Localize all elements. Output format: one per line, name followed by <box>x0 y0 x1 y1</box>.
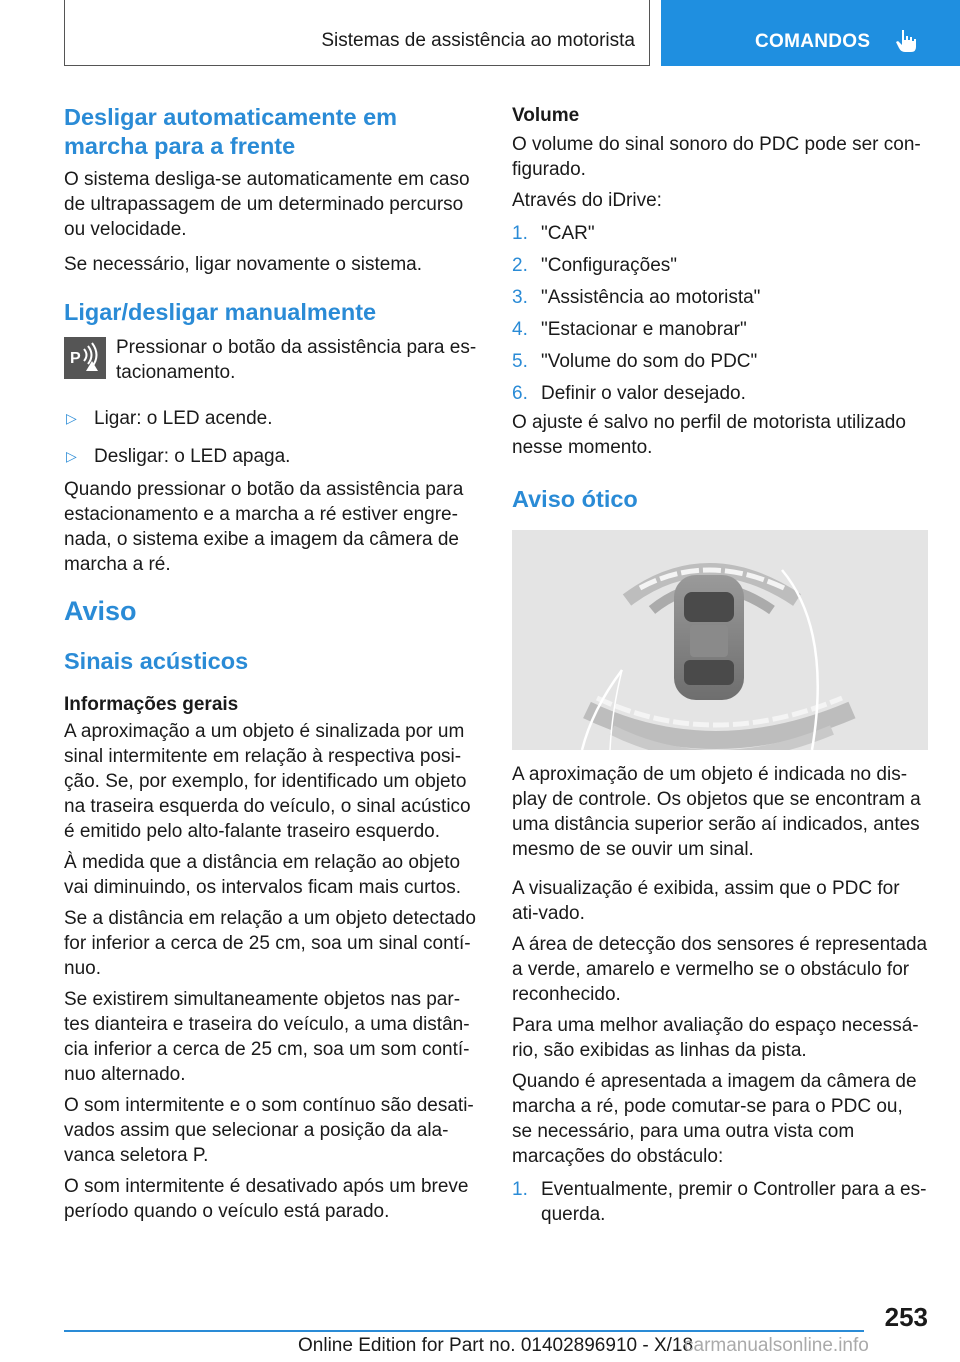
paragraph-1: A aproximação a um objeto é sinalizada por um sinal intermitente em relação à respectiva posi-ção. Se, por exemplo, for identificado um objeto na traseira esquerda do veículo, o sinal acústico é emitido pelo alto-falante traseiro esquerdo. <box>64 721 471 842</box>
paragraph-6: O som intermitente é desativado após um breve período quando o veículo está parado. <box>64 1176 469 1222</box>
heading-info: Informações gerais <box>64 694 239 715</box>
heading-auto-off: Desligar automaticamente em marcha para a frente <box>64 104 398 159</box>
pdc-display-illustration <box>512 530 928 750</box>
step-text: "CAR" <box>541 223 595 244</box>
svg-text:P: P <box>70 350 81 367</box>
paragraph-optico-4: Para uma melhor avaliação do espaço necessá-rio, são exibidas as linhas da pista. <box>512 1015 919 1061</box>
heading-aviso: Aviso <box>64 596 137 626</box>
step-item <box>512 285 928 310</box>
bullet-text: Ligar: o LED acende. <box>94 408 273 429</box>
step-number: 2. <box>512 255 528 276</box>
step-text: "Estacionar e manobrar" <box>541 319 747 340</box>
paragraph-optico-2: A visualização é exibida, assim que o PDC for ati-vado. <box>512 878 900 924</box>
right-column <box>512 100 928 1227</box>
step-number: 5. <box>512 351 528 372</box>
heading-volume: Volume <box>512 105 580 126</box>
bullet-text: Desligar: o LED apaga. <box>94 446 291 467</box>
bullet-item <box>64 406 478 431</box>
paragraph-saved: O ajuste é salvo no perfil de motorista utilizado nesse momento. <box>512 412 906 458</box>
controller-steps <box>512 1177 928 1227</box>
comandos-tab[interactable] <box>661 0 960 66</box>
step-item <box>512 381 928 406</box>
paragraph-4: Se existirem simultaneamente objetos nas par-tes dianteira e traseira do veículo, a uma distân-cia inferior a cerca de 25 cm, soa um som contí-nuo alternado. <box>64 989 470 1085</box>
heading-sinais: Sinais acústicos <box>64 648 249 674</box>
button-instruction <box>64 335 478 385</box>
step-item <box>512 1177 928 1227</box>
step-text: "Volume do som do PDC" <box>541 351 758 372</box>
paragraph-2: À medida que a distância em relação ao objeto vai diminuindo, os intervalos ficam mais curtos. <box>64 852 462 898</box>
step-item <box>512 317 928 342</box>
watermark-text: carmanualsonline.info <box>684 1335 869 1356</box>
hand-pointer-icon <box>893 28 919 54</box>
triangle-bullet-icon: ▷ <box>66 448 77 464</box>
step-item <box>512 253 928 278</box>
step-text: "Assistência ao motorista" <box>541 287 761 308</box>
page-number: 253 <box>884 1302 928 1332</box>
paragraph-reactivate: Se necessário, ligar novamente o sistema. <box>64 254 423 275</box>
step-item <box>512 221 928 246</box>
section-title: Sistemas de assistência ao motorista <box>321 30 635 51</box>
paragraph-optico-3: A área de detecção dos sensores é representada a verde, amarelo e vermelho se o obstáculo for reconhecido. <box>512 934 928 1005</box>
paragraph-auto-off: O sistema desliga-se automaticamente em caso de ultrapassagem de um determinado percurso ou velocidade. <box>64 169 470 240</box>
step-text: "Configurações" <box>541 255 678 276</box>
step-item <box>512 349 928 374</box>
idrive-steps <box>512 221 928 406</box>
step-number: 1. <box>512 1179 528 1200</box>
step-number: 3. <box>512 287 528 308</box>
paragraph-optico-5: Quando é apresentada a imagem da câmera de marcha a ré, pode comutar-se para o PDC ou, se necessário, para uma outra vista com marcações do obstáculo: <box>512 1071 917 1167</box>
step-number: 4. <box>512 319 528 340</box>
triangle-bullet-icon: ▷ <box>66 410 77 426</box>
heading-optico: Aviso ótico <box>512 486 638 512</box>
paragraph-volume: O volume do sinal sonoro do PDC pode ser con-figurado. <box>512 134 921 180</box>
paragraph-optico-1: A aproximação de um objeto é indicada no dis-play de controle. Os objetos que se encontram a uma distância superior serão aí indicados, antes mesmo de se ouvir um sinal. <box>512 764 921 860</box>
step-number: 1. <box>512 223 528 244</box>
paragraph-press-button: Pressionar o botão da assistência para es-tacionamento. <box>116 337 477 383</box>
header-section-box <box>64 0 650 66</box>
park-assist-button-icon <box>64 337 106 379</box>
step-text: Eventualmente, premir o Controller para a es-querda. <box>541 1179 927 1225</box>
paragraph-idrive: Através do iDrive: <box>512 190 662 211</box>
heading-manual: Ligar/desligar manualmente <box>64 299 377 325</box>
bullet-item <box>64 444 478 469</box>
paragraph-reverse: Quando pressionar o botão da assistência para estacionamento e a marcha a ré estiver engre-nada, o sistema exibe a imagem da câmera de marcha a ré. <box>64 479 464 575</box>
step-text: Definir o valor desejado. <box>541 383 746 404</box>
comandos-tab-label: COMANDOS <box>755 31 871 52</box>
step-number: 6. <box>512 383 528 404</box>
paragraph-5: O som intermitente e o som contínuo são desati-vados assim que selecionar a posição da ala-vanca seletora P. <box>64 1095 474 1166</box>
left-column <box>64 100 478 1224</box>
edition-text: Online Edition for Part no. 01402896910 - X/18 <box>298 1335 694 1356</box>
paragraph-3: Se a distância em relação a um objeto detectado for inferior a cerca de 25 cm, soa um sinal contí-nuo. <box>64 908 476 979</box>
car-sensor-graphic <box>512 530 928 750</box>
footer-rule <box>64 1330 864 1332</box>
